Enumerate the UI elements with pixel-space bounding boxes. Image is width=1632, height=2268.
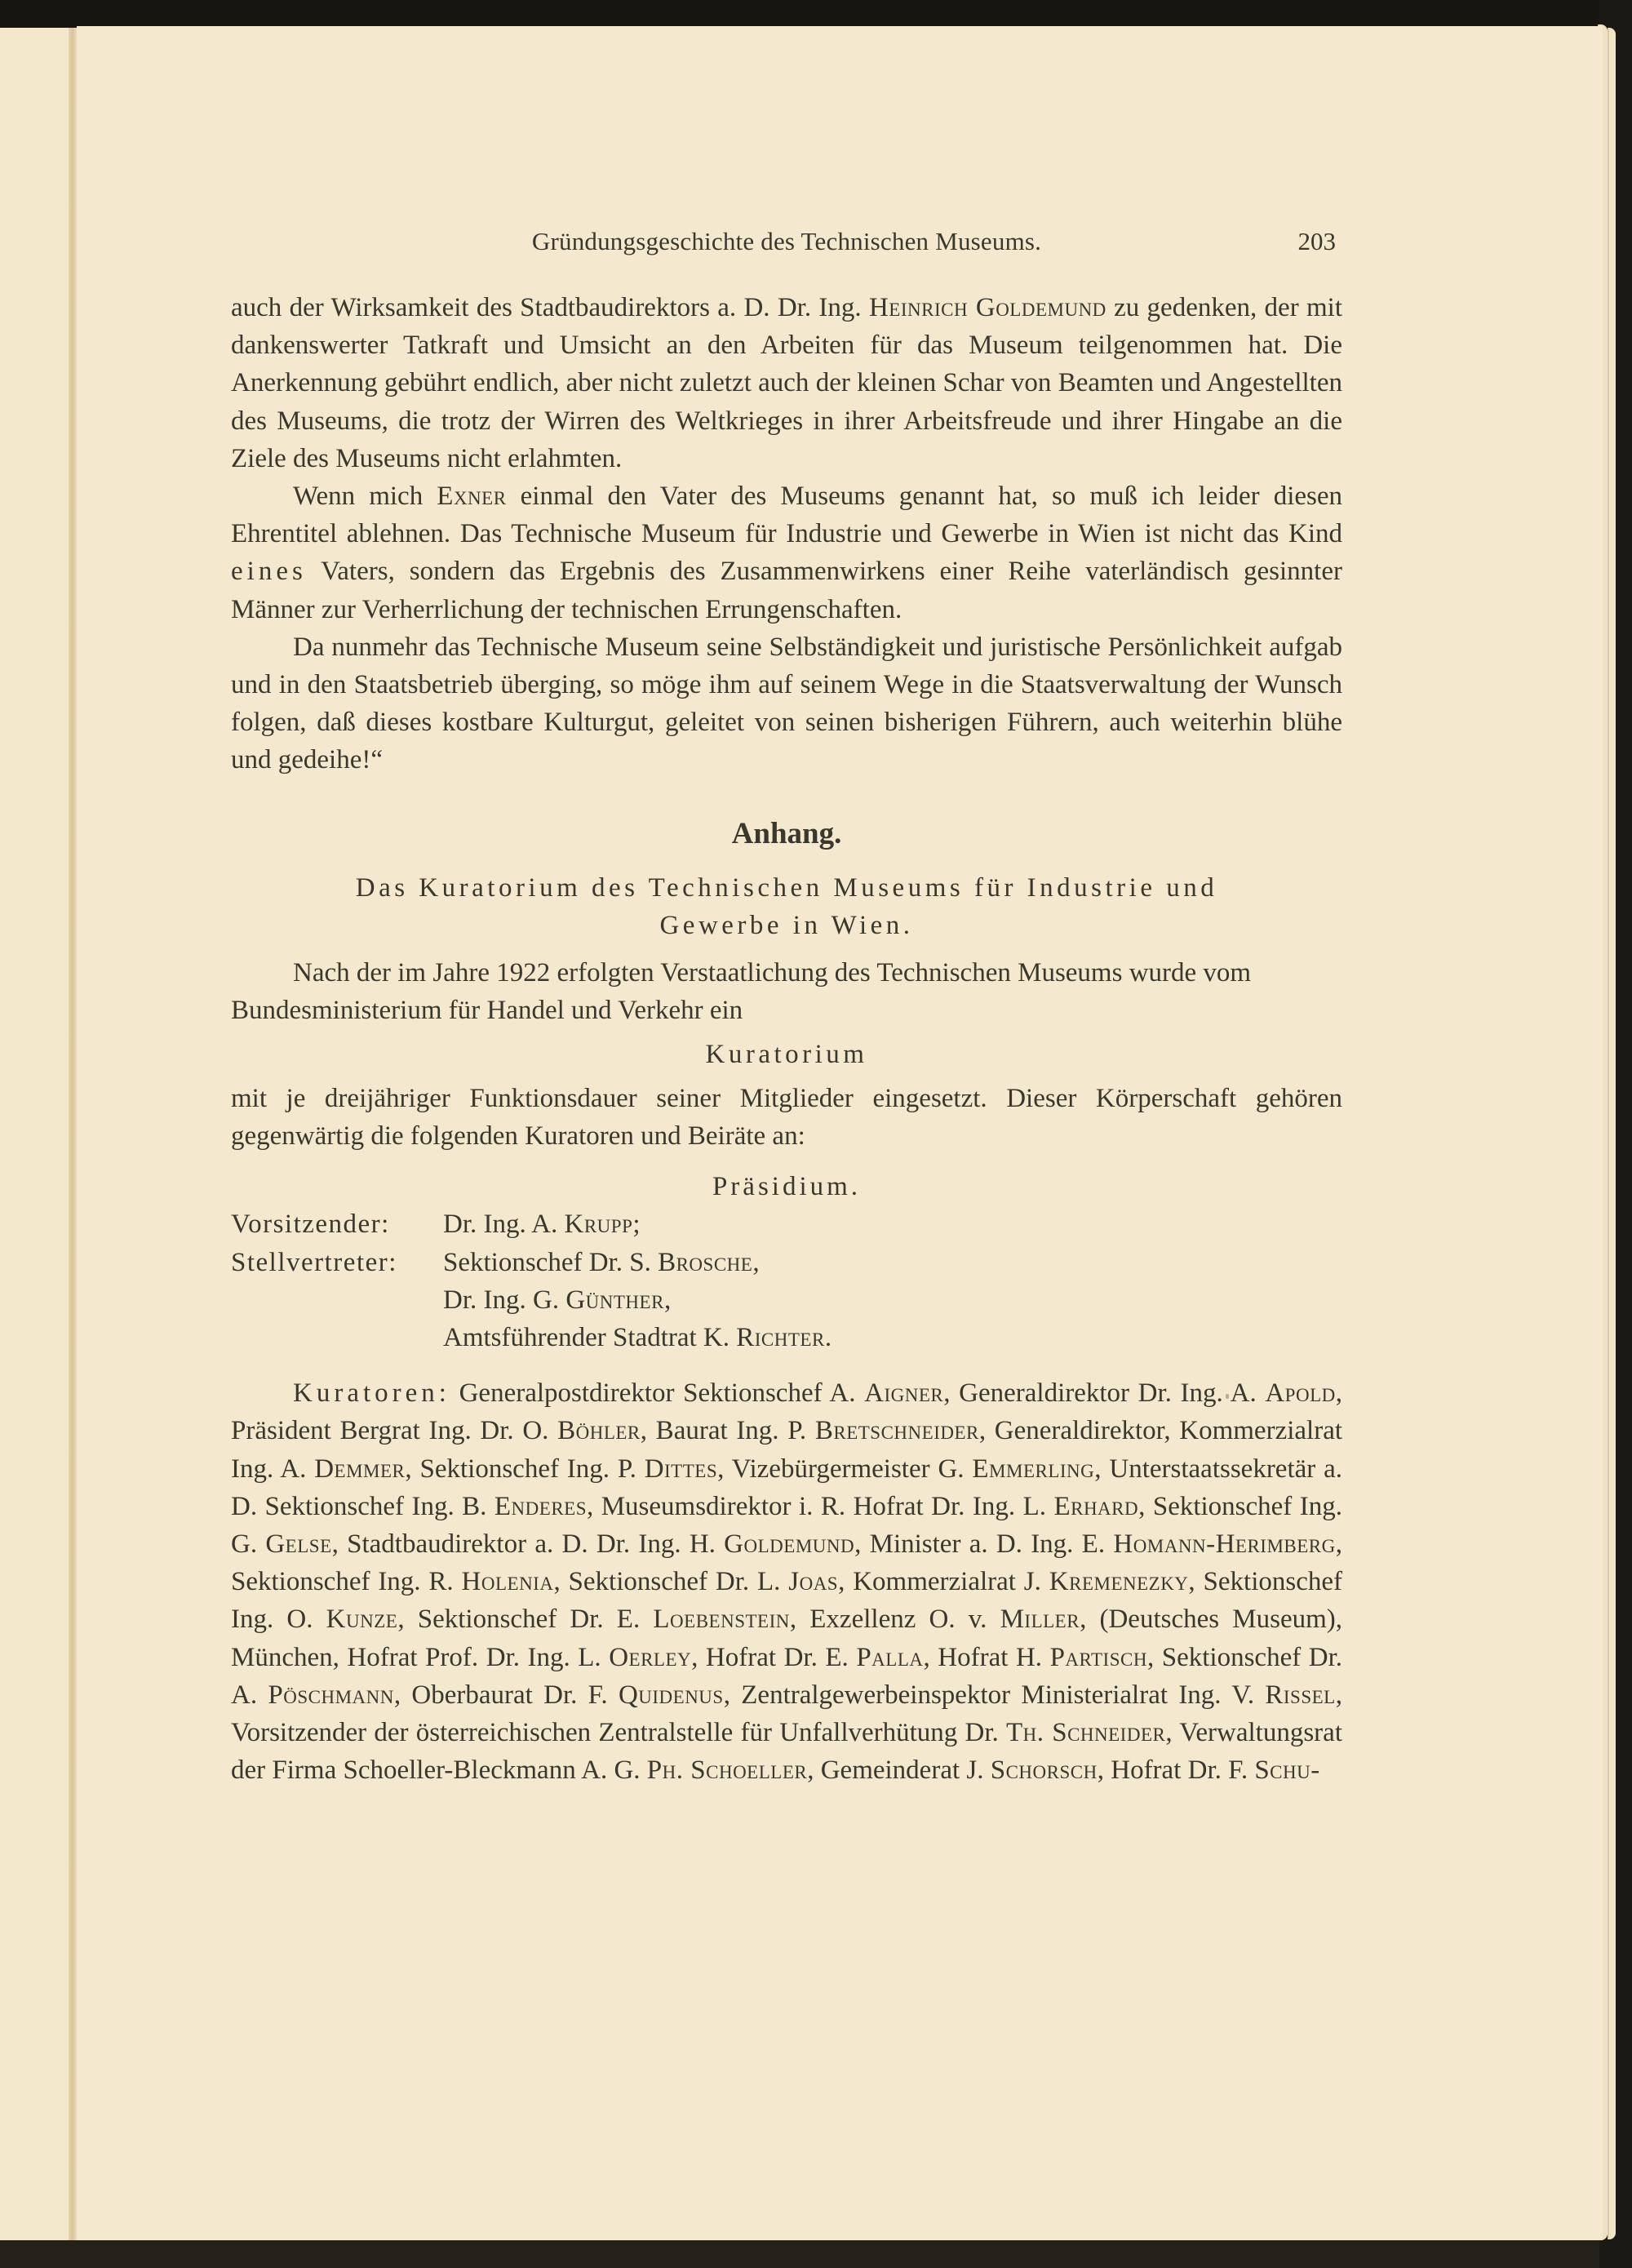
- person-name: Enderes: [494, 1491, 587, 1521]
- person-name: Böhler: [557, 1416, 641, 1446]
- praesidium-member: [443, 1205, 641, 1243]
- text-run: , Exzellenz O. v.: [789, 1604, 1000, 1635]
- text-run: ,: [752, 1247, 760, 1277]
- text-run: , Sektionschef Ing. R.: [231, 1529, 1342, 1597]
- text-run: , Zentralgewerbeinspektor Ministerialrat Ing. V.: [723, 1680, 1266, 1710]
- appendix-subtitle-line: Das Kuratorium des Technischen Museums für Industrie und: [355, 872, 1218, 903]
- text-run: , Generaldirektor, Kommerzialrat Ing. A.: [231, 1416, 1343, 1484]
- person-name: Heinrich Goldemund: [868, 293, 1106, 322]
- person-name: Günther: [565, 1285, 664, 1315]
- text-run: , Sektionschef Ing. G.: [231, 1491, 1342, 1560]
- emphasized-text: eines: [231, 557, 307, 587]
- praesidium-role: Vorsitzender:: [231, 1209, 390, 1240]
- person-name: Krupp: [564, 1209, 633, 1240]
- text-run: Amtsführender Stadtrat K.: [443, 1323, 737, 1353]
- person-name: Pöschmann: [268, 1680, 394, 1710]
- person-name: Th. Schneider: [1005, 1718, 1166, 1748]
- text-run: einmal den Vater des Museums genannt hat, so muß ich leider diesen Ehrentitel ablehnen. Das Technische Museum für Industrie und Gewerbe in Wien ist nicht das Kind: [231, 482, 1342, 549]
- paragraph: [231, 477, 1342, 628]
- person-name: Bretschneider: [814, 1416, 979, 1446]
- text-run: Sektionschef Dr. S.: [443, 1247, 659, 1277]
- person-name: Schu-: [1254, 1755, 1320, 1786]
- text-run: Da nunmehr das Technische Museum seine Selbständigkeit und juristische Persönlichkeit aufgab und in den Staatsbetrieb überging, so möge ihm auf seinem Wege in die Staatsverwaltung der Wunsch folgen, daß dieses kostbare Kulturgut, geleitet von seinen bisherigen Führern, auch weiterhin blühe und gedeihe!“: [231, 632, 1342, 775]
- person-name: Joas: [788, 1567, 839, 1597]
- text-block: [231, 220, 1342, 1790]
- paragraph: [231, 628, 1342, 779]
- praesidium-role: [231, 1281, 443, 1319]
- text-run: , Sektionschef Dr. L.: [553, 1567, 789, 1597]
- scan-background-bottom: [0, 2240, 1632, 2268]
- praesidium-role: [231, 1319, 443, 1356]
- text-run: , Sektionschef Ing. O.: [231, 1567, 1342, 1635]
- kuratorium-word: Kuratorium: [705, 1040, 868, 1070]
- praesidium-member: [443, 1281, 671, 1319]
- person-name: Emmerling: [972, 1454, 1095, 1484]
- text-run: , Hofrat H.: [923, 1642, 1050, 1672]
- praesidium-role: Stellvertreter:: [231, 1247, 397, 1277]
- text-run: , Gemeinderat J.: [807, 1755, 991, 1786]
- text-run: , Vizebürgermeister G.: [717, 1454, 973, 1484]
- text-run: , Sektionschef Dr. A.: [231, 1642, 1342, 1710]
- appendix-subtitle-line: Gewerbe in Wien.: [659, 910, 914, 940]
- person-name: Kremenezky: [1049, 1567, 1189, 1597]
- text-run: , Hofrat Dr. F.: [1097, 1755, 1255, 1786]
- text-run: , Präsident Bergrat Ing. Dr. O.: [231, 1378, 1342, 1446]
- text-run: ;: [632, 1209, 641, 1240]
- emphasized-text: Kuratoren:: [293, 1378, 450, 1409]
- person-name: Schorsch: [990, 1755, 1098, 1786]
- person-name: Ph. Schoeller: [646, 1755, 808, 1786]
- person-name: Dittes: [644, 1454, 718, 1484]
- person-name: Erhard: [1053, 1491, 1139, 1521]
- person-name: Rissel: [1265, 1680, 1336, 1710]
- paragraph: [231, 289, 1342, 477]
- page-number: 203: [1297, 227, 1336, 255]
- text-run: Vaters, sondern das Ergebnis des Zusammenwirkens einer Reihe vaterländisch gesinnter Männer zur Verherrlichung der technischen Errungenschaften.: [231, 557, 1342, 624]
- text-run: , Generaldirektor Dr. Ing. A.: [943, 1378, 1266, 1409]
- person-name: Kunze: [326, 1604, 398, 1635]
- person-name: Loebenstein: [653, 1604, 790, 1635]
- praesidium-row: [231, 1205, 1342, 1243]
- person-name: Palla: [856, 1642, 924, 1672]
- text-run: , Stadtbaudirektor a. D. Dr. Ing. H.: [331, 1529, 725, 1560]
- praesidium-row: [231, 1244, 1342, 1281]
- appendix-intro: Nach der im Jahre 1922 erfolgten Verstaatlichung des Technischen Museums wurde vom Bundesministerium für Handel und Verkehr ein: [231, 957, 1252, 1025]
- text-run: , Museumsdirektor i. R. Hofrat Dr. Ing. L.: [587, 1491, 1054, 1521]
- text-run: Dr. Ing. G.: [443, 1285, 566, 1315]
- text-run: , Unterstaatssekretär a. D. Sektionschef Ing. B.: [231, 1454, 1343, 1521]
- praesidium-row: [231, 1319, 1342, 1356]
- appendix-intro-continued: mit je dreijähriger Funktionsdauer seiner Mitglieder eingesetzt. Dieser Körperschaft gehören gegenwärtig die folgenden Kuratoren und Beiräte an:: [231, 1084, 1342, 1152]
- praesidium-heading: Präsidium.: [712, 1172, 862, 1202]
- person-name: Goldemund: [724, 1529, 855, 1560]
- praesidium-member: [443, 1319, 832, 1356]
- text-run: , Oberbaurat Dr. F.: [393, 1680, 619, 1710]
- praesidium-row: [231, 1281, 1342, 1319]
- person-name: Aigner: [864, 1378, 944, 1409]
- person-name: Holenia: [461, 1567, 554, 1597]
- text-run: , Sektionschef Dr. E.: [397, 1604, 654, 1635]
- appendix-subtitle: [231, 869, 1342, 944]
- text-run: Dr. Ing. A.: [443, 1209, 565, 1240]
- text-run: , Minister a. D. Ing. E.: [854, 1529, 1114, 1560]
- text-run: , Verwaltungsrat der Firma Schoeller-Bleckmann A. G.: [231, 1718, 1342, 1786]
- text-run: , (Deutsches Museum), München, Hofrat Prof. Dr. Ing. L.: [231, 1604, 1343, 1672]
- book-gutter: [69, 28, 77, 2240]
- person-name: Homann-Herimberg: [1113, 1529, 1336, 1560]
- text-run: , Hofrat Dr. E.: [691, 1642, 857, 1672]
- previous-page-edge: [0, 28, 69, 2240]
- person-name: Miller: [1000, 1604, 1080, 1635]
- text-run: zu gedenken, der mit dankenswerter Tatkraft und Umsicht an den Arbeiten für das Museum teilgenommen hat. Die Anerkennung gebührt endlich, aber nicht zuletzt auch der kleinen Schar von Beamten und Angestellten des Museums, die trotz der Wirren des Weltkrieges in ihrer Arbeitsfreude und ihrer Hingabe an die Ziele des Museums nicht erlahmten.: [231, 293, 1342, 473]
- person-name: Gelse: [265, 1529, 332, 1560]
- text-run: auch der Wirksamkeit des Stadtbaudirektors a. D. Dr. Ing.: [231, 293, 869, 322]
- page-stack-edge: [1608, 28, 1616, 2239]
- person-name: Exner: [437, 482, 507, 512]
- text-run: , Vorsitzender der österreichischen Zentralstelle für Unfallverhütung Dr.: [231, 1680, 1342, 1748]
- text-run: ,: [663, 1285, 672, 1315]
- text-run: , Sektionschef Ing. P.: [405, 1454, 645, 1484]
- running-header: [231, 220, 1342, 269]
- person-name: Partisch: [1049, 1642, 1147, 1672]
- running-head-title: Gründungsgeschichte des Technischen Museums.: [531, 227, 1042, 255]
- person-name: Apold: [1265, 1378, 1336, 1409]
- scan-background-top: [0, 0, 1632, 28]
- praesidium-member: [443, 1244, 760, 1281]
- person-name: Quidenus: [618, 1680, 724, 1710]
- person-name: Demmer: [314, 1454, 406, 1484]
- appendix-heading: Anhang.: [731, 816, 842, 850]
- kuratoren-paragraph: [231, 1374, 1342, 1789]
- text-run: , Baurat Ing. P.: [640, 1416, 815, 1446]
- praesidium-list: [231, 1205, 1342, 1356]
- text-run: Wenn mich: [293, 482, 437, 512]
- text-run: .: [824, 1323, 832, 1353]
- person-name: Oerley: [609, 1642, 692, 1672]
- text-run: Generalpostdirektor Sektionschef A.: [450, 1378, 865, 1409]
- text-run: , Kommerzialrat J.: [838, 1567, 1049, 1597]
- person-name: Richter: [736, 1323, 825, 1353]
- person-name: Brosche: [658, 1247, 753, 1277]
